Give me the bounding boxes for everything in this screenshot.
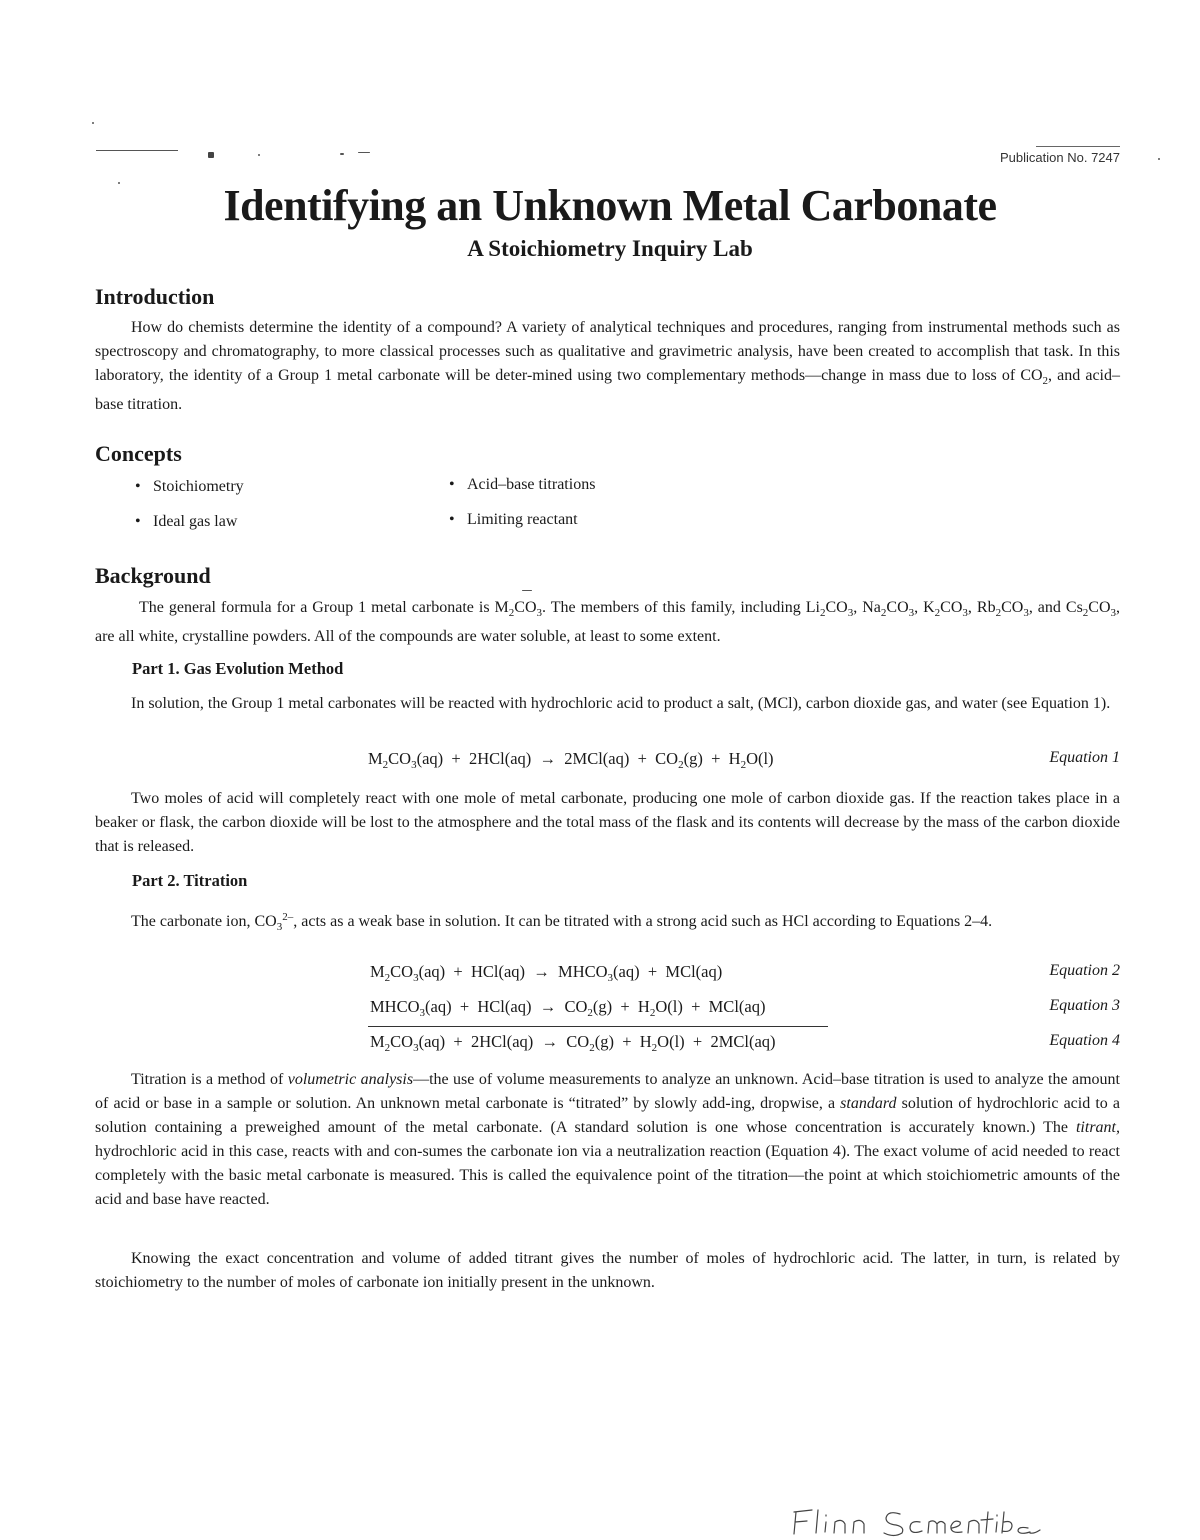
page-subtitle: A Stoichiometry Inquiry Lab [467, 236, 753, 261]
equation-3: $MHCO_3(aq) + HCl(aq) \to CO_2(g) + H_2O(l) + MCl(aq)$ [370, 997, 766, 1019]
background-heading: Background [95, 563, 211, 588]
equation-2-label: Equation 2 [1049, 962, 1120, 979]
scan-speck [522, 590, 532, 591]
scan-speck [258, 154, 260, 156]
equation-1-label: Equation 1 [1049, 749, 1120, 766]
concept-item: • Ideal gas law [135, 513, 238, 530]
scan-speck [358, 152, 370, 153]
background-paragraph: The general formula for a Group 1 metal carbonate is $M_2CO_3$. The members of this family, including $Li_2CO_3$, $Na_2CO_3$, $K_2CO_3$, $Rb_2CO_3$, and $Cs_2CO_3$, are all white, crystalline powders. All of the compounds are water soluble, at least to some extent. [95, 599, 1121, 645]
scan-speck [118, 182, 120, 184]
equation-4-label: Equation 4 [1049, 1032, 1120, 1049]
part2-heading: Part 2. Titration [132, 871, 248, 890]
equation-1: $M_2CO_3(aq) + 2HCl(aq) \to 2MCl(aq) + CO_2(g) + H_2O(l)$ [368, 749, 774, 771]
concept-item: • Stoichiometry [135, 478, 244, 495]
signature-logo [790, 1500, 1050, 1540]
header-rule-right [1036, 146, 1120, 147]
concept-item: • Limiting reactant [449, 511, 578, 528]
equation-3-label: Equation 3 [1049, 997, 1120, 1014]
scan-speck [340, 153, 344, 155]
equation-2: $M_2CO_3(aq) + HCl(aq)$ → $MHCO_3(aq) + MCl(aq)$ [370, 962, 723, 984]
part2-paragraph-2: Titration is a method of volumetric analysis—the use of volume measurements to analyze an unknown. Acid–base titration is used to analyze the amount of acid or base in a sample or solution. An unknown metal carbonate is “titrated” by slowly add-ing, dropwise, a standard solution of hydrochloric acid to a solution containing a preweighed amount of the metal carbonate. (A standard solution is one whose concentration is accurately known.) The titrant, hydrochloric acid in this case, reacts with and con-sumes the carbonate ion via a neutralization reaction (Equation 4). The exact volume of acid needed to react completely with the basic metal carbonate is measured. This is called the equivalence point of the titration—the point at which stoichiometric amounts of the acid and base have reacted. [95, 1071, 1120, 1208]
introduction-paragraph: How do chemists determine the identity of a compound? A variety of analytical techniques and procedures, ranging from instrumental methods such as spectroscopy and chromatography, to more classical processes such as qualitative and gravimetric analysis, have been created to accomplish that task. In this laboratory, the identity of a Group 1 metal carbonate will be deter-mined using two complementary methods—change in mass due to loss of $CO_2$, and acid–base titration. [95, 319, 1121, 413]
publication-number: Publication No. 7247 [1000, 150, 1120, 165]
introduction-heading: Introduction [95, 284, 215, 309]
concept-item: • Acid–base titrations [449, 476, 596, 493]
part1-heading: Part 1. Gas Evolution Method [132, 659, 344, 678]
scan-speck [208, 152, 214, 158]
part2-paragraph: The carbonate ion, $CO_3^{2-}$, acts as a weak base in solution. It can be titrated with a strong acid such as HCl according to Equations 2–4. [131, 911, 993, 933]
scan-speck [92, 122, 94, 124]
part1-paragraph: In solution, the Group 1 metal carbonates will be reacted with hydrochloric acid to product a salt, (MCl), carbon dioxide gas, and water (see Equation 1). [131, 695, 1111, 712]
part1-paragraph-2: Two moles of acid will completely react with one mole of metal carbonate, producing one mole of carbon dioxide gas. If the reaction takes place in a beaker or flask, the carbon dioxide will be lost to the atmosphere and the total mass of the flask and its contents will decrease by the mass of the carbon dioxide that is released. [95, 790, 1120, 855]
header-rule-left [96, 150, 178, 151]
part2-paragraph-3: Knowing the exact concentration and volume of added titrant gives the number of moles of hydrochloric acid. The latter, in turn, is related by stoichiometry to the number of moles of carbonate ion initially present in the unknown. [95, 1250, 1120, 1291]
page-title: Identifying an Unknown Metal Carbonate [223, 181, 997, 230]
scan-speck [1158, 158, 1160, 160]
equation-4: $M_2CO_3(aq) + 2HCl(aq) \to CO_2(g) + H_2O(l) + 2MCl(aq)$ [370, 1032, 776, 1054]
equation-sum-rule [368, 1026, 828, 1027]
concepts-heading: Concepts [95, 441, 182, 466]
